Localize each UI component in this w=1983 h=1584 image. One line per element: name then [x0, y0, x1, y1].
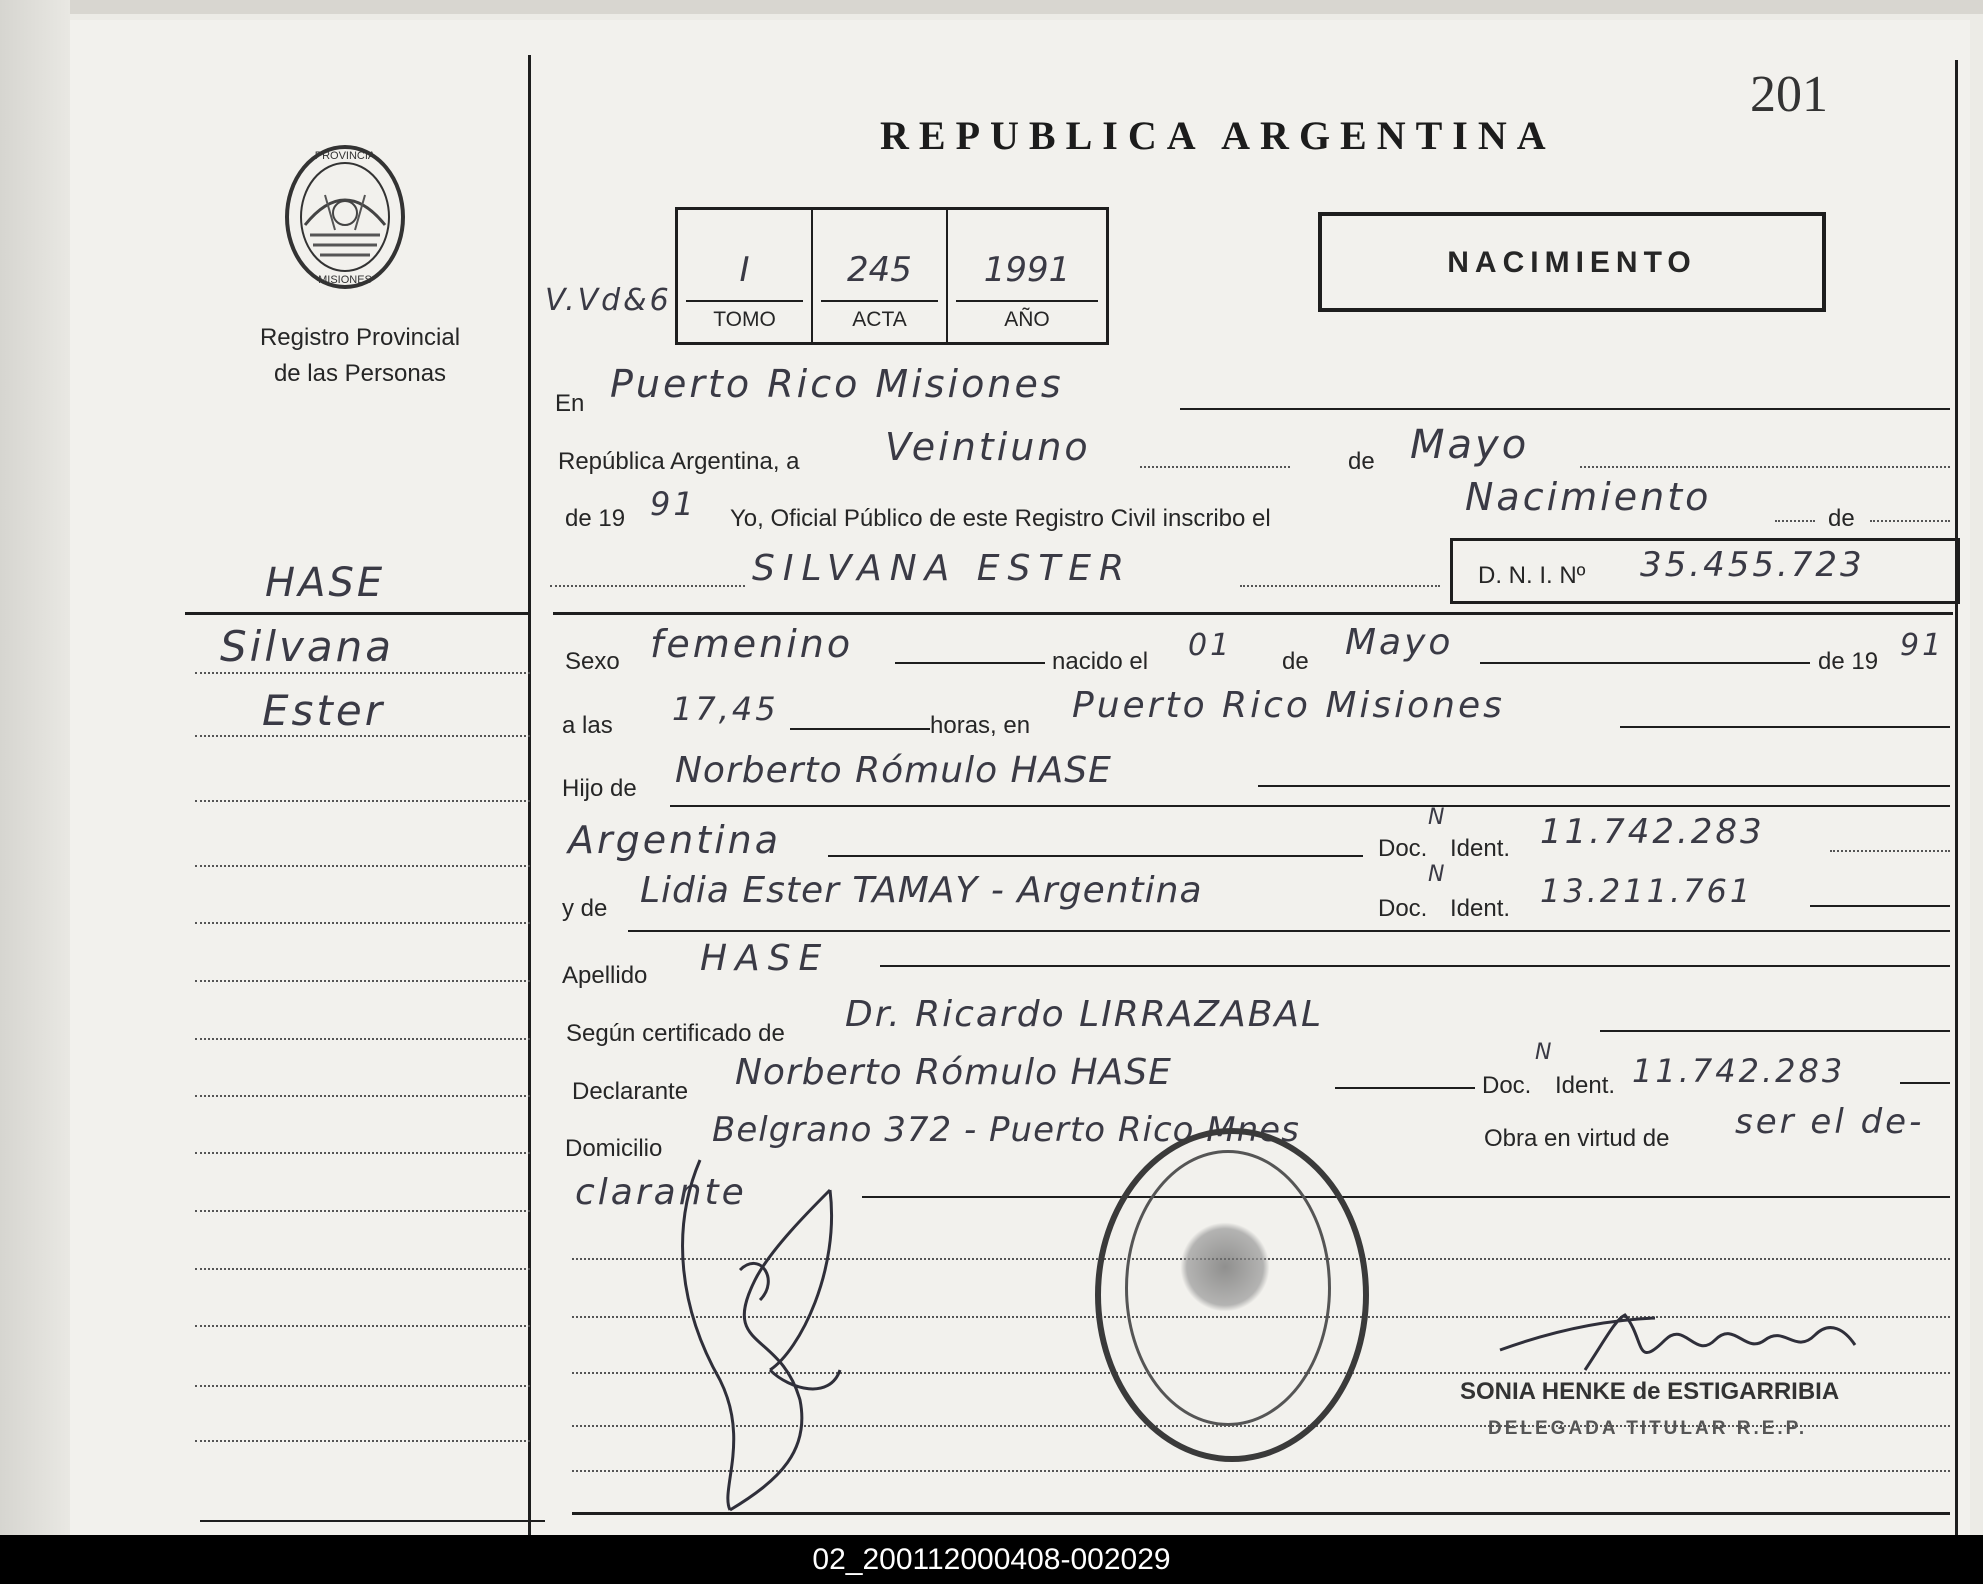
dni-number: 35.455.723 [1640, 545, 1865, 585]
fill-line [1180, 408, 1950, 410]
fill-line [880, 965, 1950, 967]
registry-name [210, 320, 510, 392]
margin-dotted-line [195, 1440, 530, 1442]
margin-dotted-line [195, 865, 530, 867]
fill-line [1580, 466, 1950, 468]
acta-label: ACTA [852, 308, 907, 331]
ano-cell [948, 210, 1106, 342]
birth-year-prefix: de 19 [1818, 648, 1879, 675]
dni-label: D. N. I. Nº [1478, 562, 1586, 589]
domicilio-label: Domicilio [565, 1135, 663, 1162]
fill-line [1140, 466, 1290, 468]
birth-day: 01 [1188, 628, 1233, 663]
birth-hour: 17,45 [672, 690, 779, 728]
book-binding [0, 0, 70, 1535]
ident-label-2: Ident. [1450, 895, 1511, 922]
official-title-stamp: DELEGADA TITULAR R.E.P. [1488, 1418, 1808, 1439]
acta-value: 245 [847, 250, 912, 290]
fill-line [550, 585, 745, 587]
ident-label-3: Ident. [1555, 1072, 1616, 1099]
official-signature [1495, 1300, 1865, 1390]
sexo-value: femenino [650, 622, 854, 666]
margin-dotted-line [195, 1268, 530, 1270]
act-reference-box [675, 207, 1109, 345]
doc-n-mark: N [1428, 805, 1448, 830]
margin-dotted-line [195, 980, 530, 982]
fill-line [1830, 850, 1950, 852]
fill-line [895, 662, 1045, 664]
apellido-label: Apellido [562, 962, 648, 989]
margin-name-1: Silvana [220, 622, 394, 671]
father-nationality: Argentina [568, 818, 782, 862]
father-document: 11.742.283 [1540, 812, 1765, 852]
official-name-stamp: SONIA HENKE de ESTIGARRIBIA [1460, 1378, 1840, 1405]
file-id: 02_200112000408-002029 [812, 1543, 1171, 1576]
obra-reason-cont: clarante [575, 1172, 747, 1213]
margin-dotted-line [195, 1038, 530, 1040]
country-title: REPUBLICA ARGENTINA [880, 113, 1556, 158]
registration-day: Veintiuno [885, 425, 1091, 469]
margin-dotted-line [195, 1210, 530, 1212]
de-label-2: de [1828, 505, 1855, 532]
registered-person-name: SILVANA ESTER [752, 548, 1133, 589]
margin-dotted-line [195, 1152, 530, 1154]
crest-top-text: PROVINCIA [314, 150, 376, 162]
year-prefix: de 19 [565, 505, 626, 532]
obra-label: Obra en virtud de [1484, 1125, 1670, 1152]
birth-month: Mayo [1345, 622, 1454, 663]
de-label: de [1348, 448, 1375, 475]
alas-label: a las [562, 712, 613, 739]
registration-place: Puerto Rico Misiones [610, 362, 1064, 406]
margin-dotted-line [195, 1385, 530, 1387]
margin-dotted-line [195, 672, 530, 674]
registration-year: 91 [650, 485, 697, 523]
registry-line-1: Registro Provincial [259, 324, 461, 351]
column-divider [528, 55, 531, 1535]
doc-n-mark-3: N [1535, 1040, 1555, 1065]
act-type-label: NACIMIENTO [1447, 246, 1697, 279]
crest-bottom-text: MISIONES [318, 274, 372, 286]
declarante-document: 11.742.283 [1632, 1052, 1846, 1090]
act-kind: Nacimiento [1465, 475, 1712, 519]
birth-place: Puerto Rico Misiones [1072, 685, 1505, 726]
margin-rule [185, 612, 530, 615]
margin-dotted-line [195, 735, 530, 737]
stamp-emblem [1180, 1222, 1270, 1312]
segun-label: Según certificado de [566, 1020, 785, 1047]
tomo-cell [678, 210, 813, 342]
top-edge [0, 0, 1983, 14]
republica-label: República Argentina, a [558, 448, 800, 475]
fill-line [1240, 585, 1440, 587]
mother-document: 13.211.761 [1540, 872, 1754, 910]
domicilio-value: Belgrano 372 - Puerto Rico Mnes [712, 1110, 1300, 1150]
fill-line [862, 1196, 1950, 1198]
fill-line [1620, 726, 1950, 728]
declarante-name: Norberto Rómulo HASE [735, 1052, 1172, 1093]
fill-line [1900, 1082, 1950, 1084]
en-label: En [555, 390, 585, 417]
sexo-label: Sexo [565, 648, 620, 675]
scan-footer [0, 1535, 1983, 1584]
doc-label-3: Doc. [1482, 1072, 1532, 1099]
margin-surname: HASE [265, 560, 386, 606]
right-border [1955, 60, 1958, 1535]
acta-cell [813, 210, 948, 342]
fill-line [628, 930, 1950, 932]
margin-dotted-line [195, 1325, 530, 1327]
fill-line [828, 855, 1363, 857]
apellido-value: HASE [700, 938, 830, 979]
declarant-signature [660, 1150, 920, 1520]
act-type-box [1318, 212, 1826, 312]
de-label-3: de [1282, 648, 1309, 675]
registration-month: Mayo [1410, 422, 1530, 468]
tomo-label: TOMO [713, 308, 776, 331]
fill-line [1870, 520, 1950, 522]
ident-label: Ident. [1450, 835, 1511, 862]
ano-value: 1991 [983, 250, 1071, 290]
hijo-label: Hijo de [562, 775, 637, 802]
ano-label: AÑO [1004, 308, 1050, 331]
margin-dotted-line [195, 922, 530, 924]
margin-bottom-rule [200, 1520, 545, 1522]
section-rule [553, 612, 1953, 615]
father-name: Norberto Rómulo HASE [675, 750, 1112, 791]
declarante-label: Declarante [572, 1078, 689, 1105]
officer-statement: Yo, Oficial Público de este Registro Civil inscribo el [730, 505, 1271, 532]
fill-line [1480, 662, 1810, 664]
provincial-crest-logo [275, 135, 415, 295]
birth-year: 91 [1900, 628, 1945, 663]
fill-line [1810, 905, 1950, 907]
nacido-label: nacido el [1052, 648, 1149, 675]
tomo-value: I [739, 250, 750, 290]
fill-line [1335, 1087, 1475, 1089]
yde-label: y de [562, 895, 608, 922]
doc-label: Doc. [1378, 835, 1428, 862]
margin-dotted-line [195, 1095, 530, 1097]
fill-line [670, 805, 1950, 807]
horas-label: horas, en [930, 712, 1031, 739]
doc-n-mark-2: N [1428, 862, 1448, 887]
fill-line [1600, 1030, 1950, 1032]
registry-line-2: de las Personas [273, 360, 447, 387]
certifying-doctor: Dr. Ricardo LIRRAZABAL [845, 994, 1324, 1035]
margin-dotted-line [195, 800, 530, 802]
page-number: 201 [1750, 66, 1828, 123]
doc-label-2: Doc. [1378, 895, 1428, 922]
obra-reason: ser el de- [1735, 1102, 1925, 1142]
mother-name: Lidia Ester TAMAY - Argentina [640, 870, 1203, 911]
fill-line [1258, 785, 1950, 787]
margin-name-2: Ester [262, 686, 385, 735]
fill-line [790, 728, 930, 730]
fill-line [1775, 520, 1815, 522]
marginal-note: V.Vd&6 [545, 283, 672, 318]
